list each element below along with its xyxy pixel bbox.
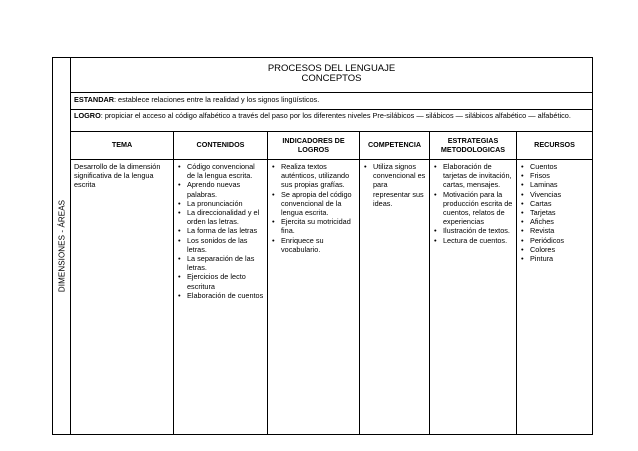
- estrategias-list: [433, 162, 513, 245]
- list-item: • Los sonidos de las letras.: [187, 236, 264, 254]
- estrategias-cell: [430, 160, 517, 435]
- header-tema: TEMA: [71, 132, 174, 160]
- tema-text: Desarrollo de la dimensión significativa de la lengua escrita: [74, 162, 161, 190]
- list-item: • Código convencional de la lengua escrita.: [187, 162, 264, 180]
- list-item: • Utiliza signos convencional es para representar sus ideas.: [373, 162, 426, 208]
- indicadores-list: [271, 162, 356, 254]
- competencia-list: [363, 162, 426, 208]
- list-item: • Tarjetas: [530, 208, 589, 217]
- side-label-cell: [53, 58, 71, 435]
- estandar-label: ESTANDAR: [74, 95, 114, 104]
- list-item: • Ilustración de textos.: [443, 226, 513, 235]
- tema-cell: [71, 160, 174, 435]
- list-item: • Motivación para la producción escrita de cuentos, relatos de experiencias: [443, 190, 513, 227]
- list-item: • Frisos: [530, 171, 589, 180]
- list-item: • La separación de las letras.: [187, 254, 264, 272]
- indicadores-cell: [268, 160, 360, 435]
- header-indicadores: INDICADORES DE LOGROS: [268, 132, 360, 160]
- list-item: • Revista: [530, 226, 589, 235]
- list-item: • Cartas: [530, 199, 589, 208]
- list-item: • Vivencias: [530, 190, 589, 199]
- list-item: • Ejercicios de lecto escritura: [187, 272, 264, 290]
- list-item: • La pronunciación: [187, 199, 264, 208]
- header-competencia: COMPETENCIA: [360, 132, 430, 160]
- header-estrategias: ESTRATEGIAS METODOLOGICAS: [430, 132, 517, 160]
- title-line-1: PROCESOS DEL LENGUAJE: [267, 63, 396, 74]
- list-item: • La direccionalidad y el orden las letras.: [187, 208, 264, 226]
- list-item: • Afiches: [530, 217, 589, 226]
- title-line-2: CONCEPTOS: [301, 73, 362, 84]
- logro-text: : propiciar el acceso al código alfabético a través del paso por los diferentes niveles Pre-silábicos — silábicos — silábicos alfabético — alfabético.: [100, 111, 571, 120]
- header-recursos: RECURSOS: [517, 132, 593, 160]
- logro-row: [71, 110, 593, 132]
- list-item: • Colores: [530, 245, 589, 254]
- list-item: • Elaboración de cuentos: [187, 291, 264, 300]
- list-item: • Enriquece su vocabulario.: [281, 236, 356, 254]
- list-item: • Realiza textos auténticos, utilizando sus propias grafías.: [281, 162, 356, 190]
- list-item: • Lectura de cuentos.: [443, 236, 513, 245]
- logro-label: LOGRO: [74, 111, 101, 120]
- contenidos-cell: [174, 160, 268, 435]
- list-item: • Se apropia del código convencional de la lengua escrita.: [281, 190, 356, 218]
- list-item: • Ejercita su motricidad fina.: [281, 217, 356, 235]
- list-item: • Laminas: [530, 180, 589, 189]
- planning-table: [52, 57, 593, 435]
- list-item: • Aprendo nuevas palabras.: [187, 180, 264, 198]
- side-label: DIMENSIONES - ÁREAS: [57, 199, 66, 293]
- competencia-cell: [360, 160, 430, 435]
- estandar-row: [71, 93, 593, 110]
- list-item: • Periódicos: [530, 236, 589, 245]
- list-item: • Elaboración de tarjetas de invitación, cartas, mensajes.: [443, 162, 513, 190]
- list-item: • Cuentos: [530, 162, 589, 171]
- header-contenidos: CONTENIDOS: [174, 132, 268, 160]
- table-title: [71, 58, 593, 93]
- recursos-list: [520, 162, 589, 263]
- recursos-cell: [517, 160, 593, 435]
- list-item: • La forma de las letras: [187, 226, 264, 235]
- list-item: • Pintura: [530, 254, 589, 263]
- estandar-text: : establece relaciones entre la realidad y los signos lingüísticos.: [114, 95, 320, 104]
- contenidos-list: [177, 162, 264, 300]
